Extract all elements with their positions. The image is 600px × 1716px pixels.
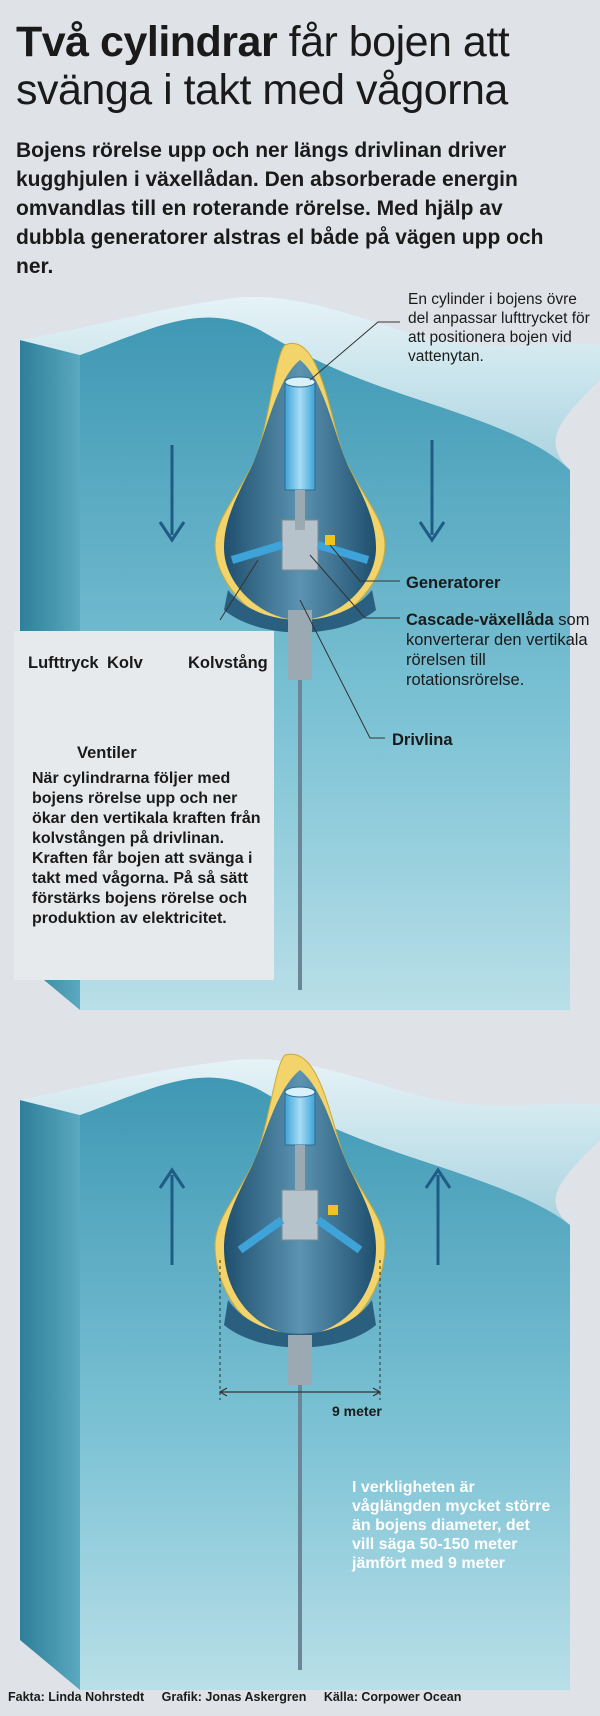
inset-label-piston: Kolv — [107, 654, 143, 672]
annotation-gearbox-bold: Cascade-växellåda — [406, 611, 554, 629]
credit-facts: Fakta: Linda Nohrstedt — [8, 1690, 145, 1704]
annotation-gearbox-rest: som konverterar den vertikala rörelsen till rotationsrörelse. — [406, 611, 590, 689]
credit-graphic: Grafik: Jonas Askergren — [161, 1690, 307, 1704]
inset-label-air: Lufttryck — [28, 654, 99, 672]
inset-label-valves: Ventiler — [77, 744, 137, 762]
credits — [8, 1690, 475, 1704]
annotation-gearbox — [406, 610, 596, 690]
title-bold: Två cylindrar — [16, 18, 278, 66]
title-rest: får bojen att — [277, 18, 510, 66]
annotation-top-cylinder: En cylinder i bojens övre del anpassar lufttrycket för att positionera bojen vid vattenytan. — [408, 291, 590, 365]
title-line2: svänga i takt med vågorna — [16, 66, 508, 114]
intro-text: Bojens rörelse upp och ner längs drivlinan driver kugghjulen i växellådan. Den absorberade energin omvandlas till en roterande rörelse. Med hjälp av dubbla generatorer alstras el både på vägen upp och ner. — [16, 139, 544, 278]
annotation-driveline: Drivlina — [392, 731, 453, 749]
annotation-generators: Generatorer — [406, 574, 501, 592]
wavelength-note: I verkligheten är våglängden mycket större än bojens diameter, det vill säga 50-150 meter jämfört med 9 meter — [352, 1479, 551, 1572]
diameter-label: 9 meter — [332, 1403, 382, 1419]
inset-description: När cylindrarna följer med bojens rörelse upp och ner ökar den vertikala kraften från kolvstången på drivlinan. Kraften får bojen att svänga i takt med vågorna. På så sätt förstärks bojens rörelse och produktion av elektricitet. — [32, 770, 261, 927]
inset-label-rod: Kolvstång — [188, 654, 268, 672]
credit-source: Källa: Corpower Ocean — [323, 1690, 462, 1704]
inset-panel — [14, 631, 274, 980]
